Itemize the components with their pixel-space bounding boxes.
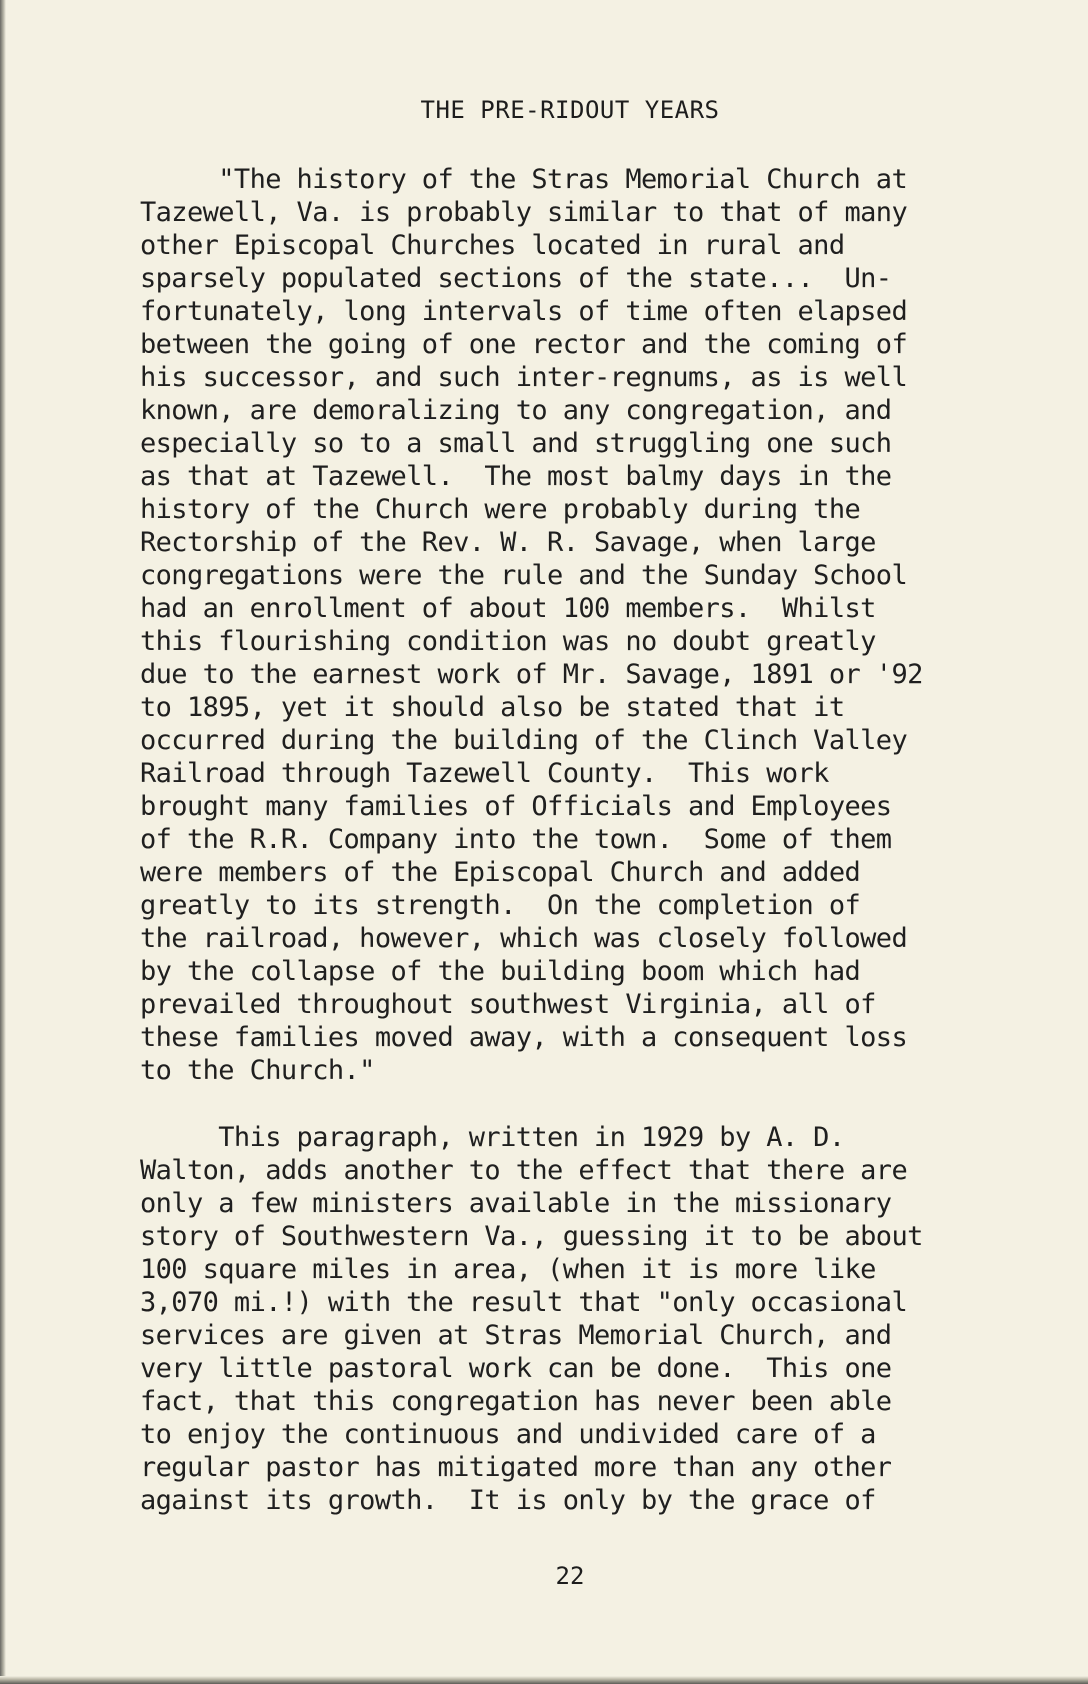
- text-line: the railroad, however, which was closely followed: [140, 923, 908, 954]
- text-line: to 1895, yet it should also be stated that it: [140, 692, 845, 723]
- text-line: fact, that this congregation has never been able: [140, 1386, 892, 1417]
- text-line: only a few ministers available in the missionary: [140, 1188, 892, 1219]
- text-line: history of the Church were probably during the: [140, 494, 861, 525]
- text-line: greatly to its strength. On the completion of: [140, 890, 861, 921]
- text-line: 100 square miles in area, (when it is more like: [140, 1254, 876, 1285]
- text-line: especially so to a small and struggling one such: [140, 428, 892, 459]
- text-line: occurred during the building of the Clinch Valley: [140, 725, 908, 756]
- text-line: against its growth. It is only by the grace of: [140, 1485, 876, 1516]
- text-line: services are given at Stras Memorial Church, and: [140, 1320, 892, 1351]
- text-line: This paragraph, written in 1929 by A. D.: [140, 1122, 845, 1153]
- text-line: between the going of one rector and the coming of: [140, 329, 908, 360]
- text-line: prevailed throughout southwest Virginia, all of: [140, 989, 876, 1020]
- text-line: congregations were the rule and the Sunday School: [140, 560, 908, 591]
- text-line: Rectorship of the Rev. W. R. Savage, when large: [140, 527, 876, 558]
- text-line: due to the earnest work of Mr. Savage, 1891 or '92: [140, 659, 923, 690]
- text-line: sparsely populated sections of the state... Un-: [140, 263, 892, 294]
- text-line: known, are demoralizing to any congregation, and: [140, 395, 892, 426]
- text-line: very little pastoral work can be done. This one: [140, 1353, 892, 1384]
- text-line: fortunately, long intervals of time often elapsed: [140, 296, 908, 327]
- text-line: story of Southwestern Va., guessing it to be about: [140, 1221, 923, 1252]
- text-line: Walton, adds another to the effect that there are: [140, 1155, 908, 1186]
- text-line: were members of the Episcopal Church and added: [140, 857, 861, 888]
- text-line: this flourishing condition was no doubt greatly: [140, 626, 876, 657]
- text-line: by the collapse of the building boom which had: [140, 956, 861, 987]
- text-line: Railroad through Tazewell County. This work: [140, 758, 829, 789]
- paragraph-commentary: [140, 1121, 923, 1517]
- text-line: other Episcopal Churches located in rural and: [140, 230, 845, 261]
- text-line: "The history of the Stras Memorial Church at: [140, 164, 908, 195]
- page-bottom-shadow: [0, 1676, 1088, 1684]
- paragraph-quote: [140, 163, 923, 1087]
- text-line: to enjoy the continuous and undivided care of a: [140, 1419, 876, 1450]
- text-line: his successor, and such inter-regnums, as is well: [140, 362, 908, 393]
- page-number: 22: [555, 1562, 585, 1590]
- text-line: 3,070 mi.!) with the result that "only occasional: [140, 1287, 908, 1318]
- text-line: of the R.R. Company into the town. Some of them: [140, 824, 892, 855]
- text-line: had an enrollment of about 100 members. Whilst: [140, 593, 876, 624]
- text-line: as that at Tazewell. The most balmy days in the: [140, 461, 892, 492]
- page-title: THE PRE-RIDOUT YEARS: [420, 96, 720, 124]
- text-line: these families moved away, with a consequent loss: [140, 1022, 908, 1053]
- text-line: brought many families of Officials and Employees: [140, 791, 892, 822]
- page-left-shadow: [0, 0, 6, 1684]
- text-line: to the Church.": [140, 1055, 375, 1086]
- text-line: Tazewell, Va. is probably similar to that of many: [140, 197, 908, 228]
- text-line: regular pastor has mitigated more than any other: [140, 1452, 892, 1483]
